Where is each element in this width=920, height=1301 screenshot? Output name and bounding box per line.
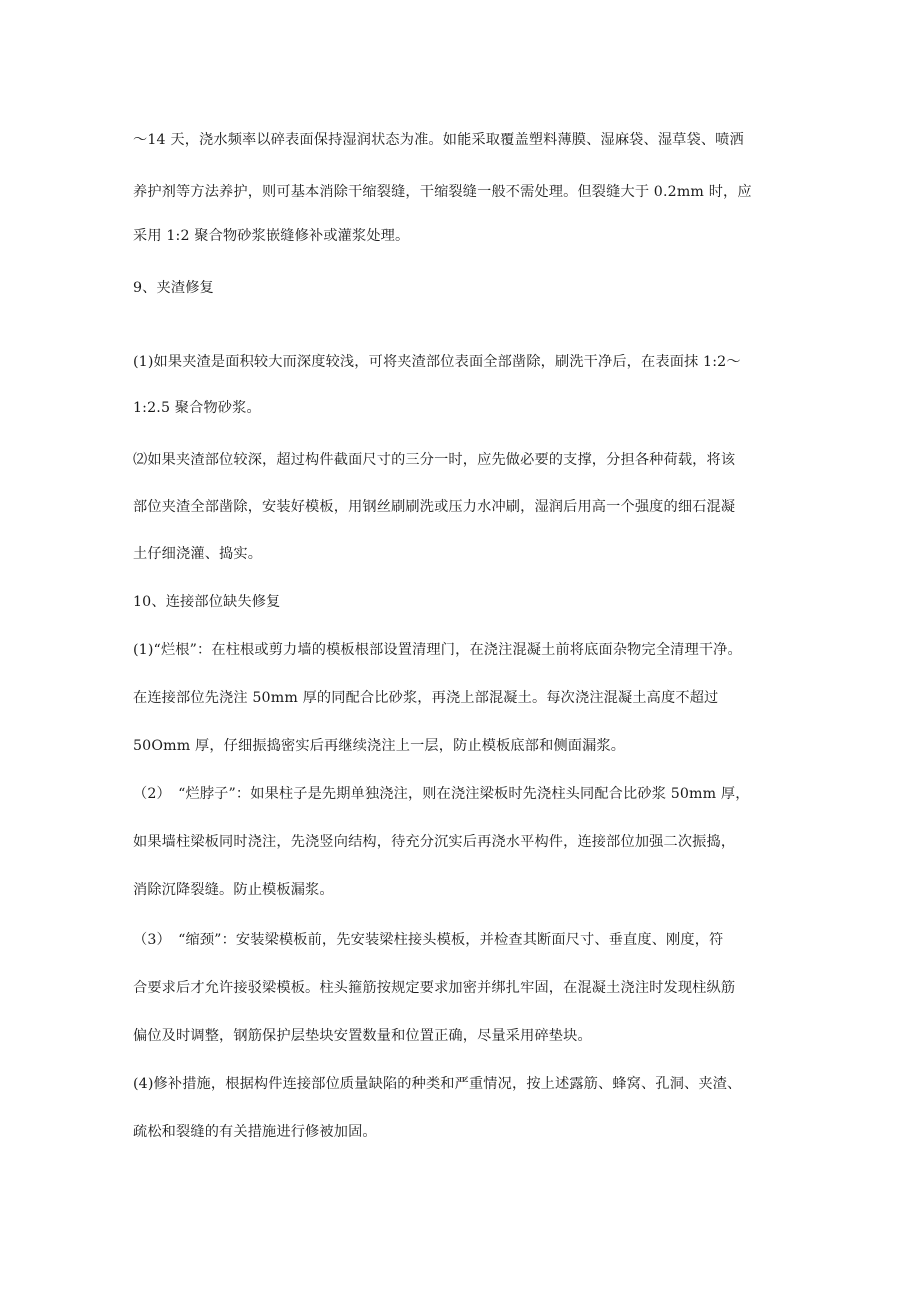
text-line-joint: 如果墙柱梁板同时浇注，先浇竖向结构，待充分沉实后再浇水平构件，连接部位加强二次振捣， bbox=[133, 834, 736, 850]
text-line-joint: （2） “烂脖子”：如果柱子是先期单独浇注，则在浇注梁板时先浇柱头同配合比砂浆 50mm 厚， bbox=[133, 786, 750, 802]
text-line-curing: ～14 天，浇水频率以碎表面保持湿润状态为准。如能采取覆盖塑料薄膜、湿麻袋、湿草袋、喷洒 bbox=[133, 132, 744, 148]
text-line-curing: 养护剂等方法养护，则可基本消除干缩裂缝，干缩裂缝一般不需处理。但裂缝大于 0.2mm 时，应 bbox=[133, 184, 752, 200]
text-line-curing: 采用 1:2 聚合物砂浆嵌缝修补或灌浆处理。 bbox=[133, 228, 410, 244]
text-line-slag: (1)如果夹渣是面积较大而深度较浅，可将夹渣部位表面全部凿除，刷洗干净后，在表面抹 1:2～ bbox=[133, 354, 741, 370]
text-line-joint: （3） “缩颈”：安装梁模板前，先安装梁柱接头模板，并检查其断面尺寸、垂直度、刚度，符 bbox=[133, 932, 724, 948]
text-line-joint: (1)“烂根”：在柱根或剪力墙的模板根部设置清理门，在浇注混凝土前将底面杂物完全清理干净。 bbox=[133, 642, 742, 658]
section-heading-slag-repair: 9、夹渣修复 bbox=[133, 280, 214, 296]
text-line-slag: 1:2.5 聚合物砂浆。 bbox=[133, 400, 261, 416]
text-line-joint: (4)修补措施，根据构件连接部位质量缺陷的种类和严重情况，按上述露筋、蜂窝、孔洞、夹渣、 bbox=[133, 1076, 742, 1092]
text-line-joint: 偏位及时调整，钢筋保护层垫块安置数量和位置正确，尽量采用碎垫块。 bbox=[133, 1028, 592, 1044]
text-line-joint: 合要求后才允许接驳梁模板。柱头箍筋按规定要求加密并绑扎牢固，在混凝土浇注时发现柱纵筋 bbox=[133, 980, 736, 996]
text-line-slag: ⑵如果夹渣部位较深，超过构件截面尺寸的三分一时，应先做必要的支撑，分担各种荷载，将该 bbox=[133, 452, 736, 468]
text-line-joint: 50Omm 厚，仔细振捣密实后再继续浇注上一层，防止模板底部和侧面漏浆。 bbox=[133, 738, 626, 754]
text-line-joint: 在连接部位先浇注 50mm 厚的同配合比砂浆，再浇上部混凝土。每次浇注混凝土高度不超过 bbox=[133, 690, 719, 706]
text-line-slag: 部位夹渣全部凿除，安装好模板，用钢丝刷刷洗或压力水冲刷，湿润后用高一个强度的细石混凝 bbox=[133, 499, 736, 515]
section-heading-joint-repair: 10、连接部位缺失修复 bbox=[133, 594, 281, 610]
text-line-joint: 消除沉降裂缝。防止模板漏浆。 bbox=[133, 882, 334, 898]
text-line-slag: 土仔细浇灌、捣实。 bbox=[133, 546, 263, 562]
text-line-joint: 疏松和裂缝的有关措施进行修被加固。 bbox=[133, 1124, 377, 1140]
